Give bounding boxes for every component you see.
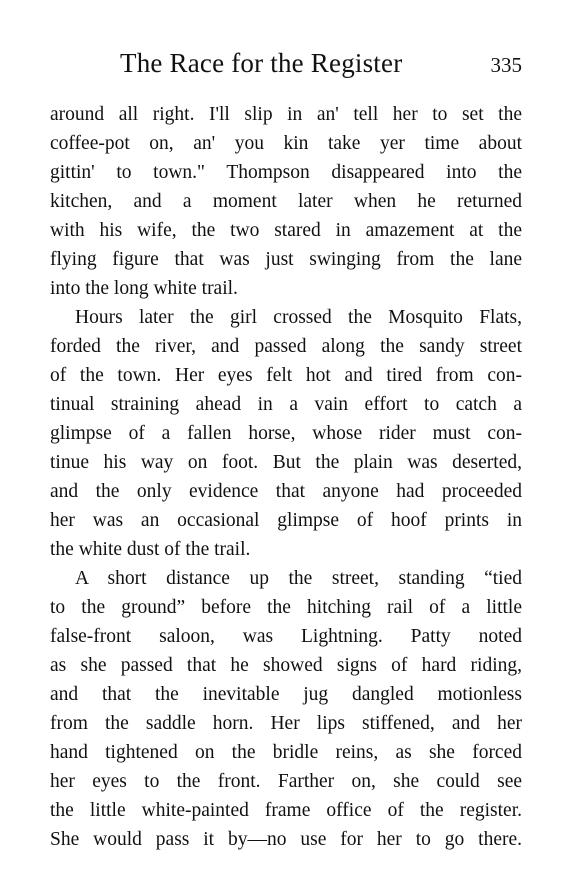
text-line: glimpse of a fallen horse, whose rider must con- <box>50 423 522 444</box>
text-line: and that the inevitable jug dangled motionless <box>50 684 522 705</box>
body-text <box>50 100 522 854</box>
text-line: Hours later the girl crossed the Mosquito Flats, <box>75 307 522 328</box>
text-line: flying figure that was just swinging from the lane <box>50 249 522 270</box>
page-number: 335 <box>490 53 522 77</box>
text-line: as she passed that he showed signs of hard riding, <box>50 655 522 676</box>
text-line: She would pass it by—no use for her to go there. <box>50 829 522 850</box>
text-line: A short distance up the street, standing “tied <box>75 568 522 589</box>
text-line: with his wife, the two stared in amazement at the <box>50 220 522 241</box>
text-line: into the long white trail. <box>50 278 238 299</box>
text-line: hand tightened on the bridle reins, as she forced <box>50 742 522 763</box>
text-line: the white dust of the trail. <box>50 539 251 560</box>
text-line: tinue his way on foot. But the plain was deserted, <box>50 452 522 473</box>
text-line: gittin' to town." Thompson disappeared into the <box>50 162 522 183</box>
text-line: her was an occasional glimpse of hoof prints in <box>50 510 522 531</box>
chapter-title: The Race for the Register <box>120 48 403 78</box>
text-line: to the ground” before the hitching rail of a little <box>50 597 522 618</box>
text-line: of the town. Her eyes felt hot and tired from con- <box>50 365 522 386</box>
text-line: forded the river, and passed along the sandy street <box>50 336 522 357</box>
text-line: and the only evidence that anyone had proceeded <box>50 481 522 502</box>
text-line: kitchen, and a moment later when he returned <box>50 191 522 212</box>
text-line: around all right. I'll slip in an' tell her to set the <box>50 104 522 125</box>
text-line: tinual straining ahead in a vain effort to catch a <box>50 394 522 415</box>
text-line: the little white-painted frame office of the register. <box>50 800 522 821</box>
text-line: from the saddle horn. Her lips stiffened, and her <box>50 713 522 734</box>
text-line: coffee-pot on, an' you kin take yer time about <box>50 133 522 154</box>
text-line: false-front saloon, was Lightning. Patty noted <box>50 626 522 647</box>
running-head <box>50 46 522 80</box>
text-line: her eyes to the front. Farther on, she could see <box>50 771 522 792</box>
